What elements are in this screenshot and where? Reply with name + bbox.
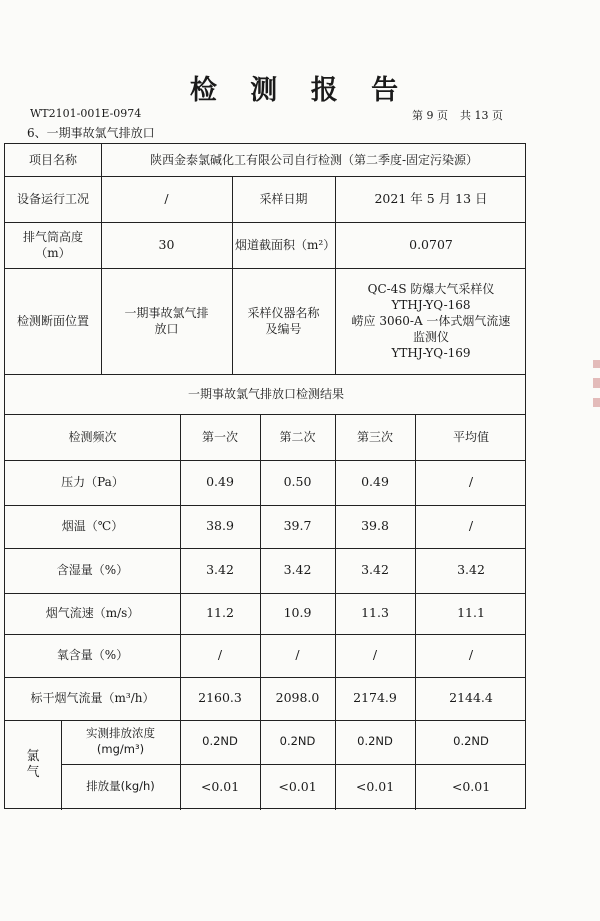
instrument-label: 采样仪器名称 及编号 <box>247 305 320 336</box>
flue-area-label: 烟道截面积（m²） <box>235 237 336 252</box>
chlorine-group-label <box>5 720 61 810</box>
cell-value: / <box>468 647 474 663</box>
cell-value: / <box>217 647 223 663</box>
cell-value: / <box>468 518 474 534</box>
header-third: 第三次 <box>356 429 393 444</box>
cell-value: 3.42 <box>206 562 234 578</box>
cell-value: <0.01 <box>355 778 395 794</box>
cell-value: 2098.0 <box>275 690 320 706</box>
cell-value: / <box>468 474 474 490</box>
section-title: 6、一期事故氯气排放口 <box>27 126 155 140</box>
results-title: 一期事故氯气排放口检测结果 <box>187 386 344 401</box>
header-first: 第一次 <box>201 429 238 444</box>
report-title: 检 测 报 告 <box>189 75 411 106</box>
cell-value: 0.2ND <box>357 734 393 749</box>
cell-value: 11.1 <box>457 605 485 621</box>
cell-value: 2144.4 <box>449 690 493 706</box>
stack-height: 30 <box>158 236 175 252</box>
cell-value: 38.9 <box>206 518 234 534</box>
cell-value: 3.42 <box>361 562 389 578</box>
cell-value: 2174.9 <box>353 690 397 706</box>
header-frequency: 检测频次 <box>68 429 117 444</box>
stamp-mark <box>593 378 600 388</box>
cell-value: <0.01 <box>278 778 317 794</box>
cell-value: <0.01 <box>451 778 491 794</box>
stamp-mark <box>593 360 600 368</box>
cell-value: 11.2 <box>206 605 234 621</box>
cell-value: 2160.3 <box>198 690 242 706</box>
sample-date: 2021 年 5 月 13 日 <box>374 190 488 206</box>
flue-area: 0.0707 <box>409 236 453 252</box>
project-name: 陕西金泰氯碱化工有限公司自行检测（第二季度-固定污染源） <box>149 152 479 167</box>
cell-value: 0.2ND <box>279 734 316 749</box>
operation-value: / <box>164 190 169 206</box>
report-code: WT2101-001E-0974 <box>30 107 142 120</box>
cell-value: 3.42 <box>283 562 312 578</box>
cell-value: 0.2ND <box>202 734 238 749</box>
row-label: 含湿量（%） <box>56 563 129 578</box>
location: 一期事故氯气排 放口 <box>124 305 209 336</box>
cell-value: 0.2ND <box>453 734 489 749</box>
cell-value: 39.8 <box>361 518 389 534</box>
row-label: 烟温（℃） <box>61 519 124 534</box>
header-second: 第二次 <box>279 429 316 444</box>
cell-value: 10.9 <box>283 605 312 621</box>
page-indicator <box>412 107 503 123</box>
row-label: 压力（Pa） <box>61 475 124 490</box>
stamp-mark <box>593 398 600 407</box>
group-char: 气 <box>26 765 40 780</box>
operation-label: 设备运行工况 <box>16 191 89 206</box>
row-label: 标干烟气流量（m³/h） <box>30 691 155 706</box>
project-name-label: 项目名称 <box>28 152 77 167</box>
cell-value: 11.3 <box>361 605 389 621</box>
row-label: 氧含量（%） <box>56 648 129 663</box>
stack-height-label: 排气筒高度 （m） <box>22 229 83 260</box>
cell-value: 3.42 <box>457 562 485 578</box>
cell-value: 0.50 <box>283 474 312 490</box>
instrument: QC-4S 防爆大气采样仪 YTHJ-YQ-168 崂应 3060-A 一体式烟气流速 监测仪 YTHJ-YQ-169 <box>351 281 511 361</box>
result-table <box>4 143 526 809</box>
cell-value: / <box>372 647 378 663</box>
page-number: 第 9 页 <box>412 109 448 122</box>
cell-value: / <box>295 647 300 663</box>
header-average: 平均值 <box>452 429 489 444</box>
group-char: 氯 <box>26 749 40 765</box>
row-label: 烟气流速（m/s） <box>45 606 140 621</box>
sample-date-label: 采样日期 <box>259 191 308 206</box>
cell-value: 39.7 <box>283 518 312 534</box>
row-label: 排放量(kg/h) <box>86 779 155 794</box>
cell-value: 0.49 <box>206 474 234 490</box>
location-label: 检测断面位置 <box>16 313 89 328</box>
cell-value: 0.49 <box>361 474 389 490</box>
row-label: 实测排放浓度 (mg/m³) <box>86 726 155 756</box>
total-pages: 共 13 页 <box>460 109 503 122</box>
cell-value: <0.01 <box>200 778 240 794</box>
